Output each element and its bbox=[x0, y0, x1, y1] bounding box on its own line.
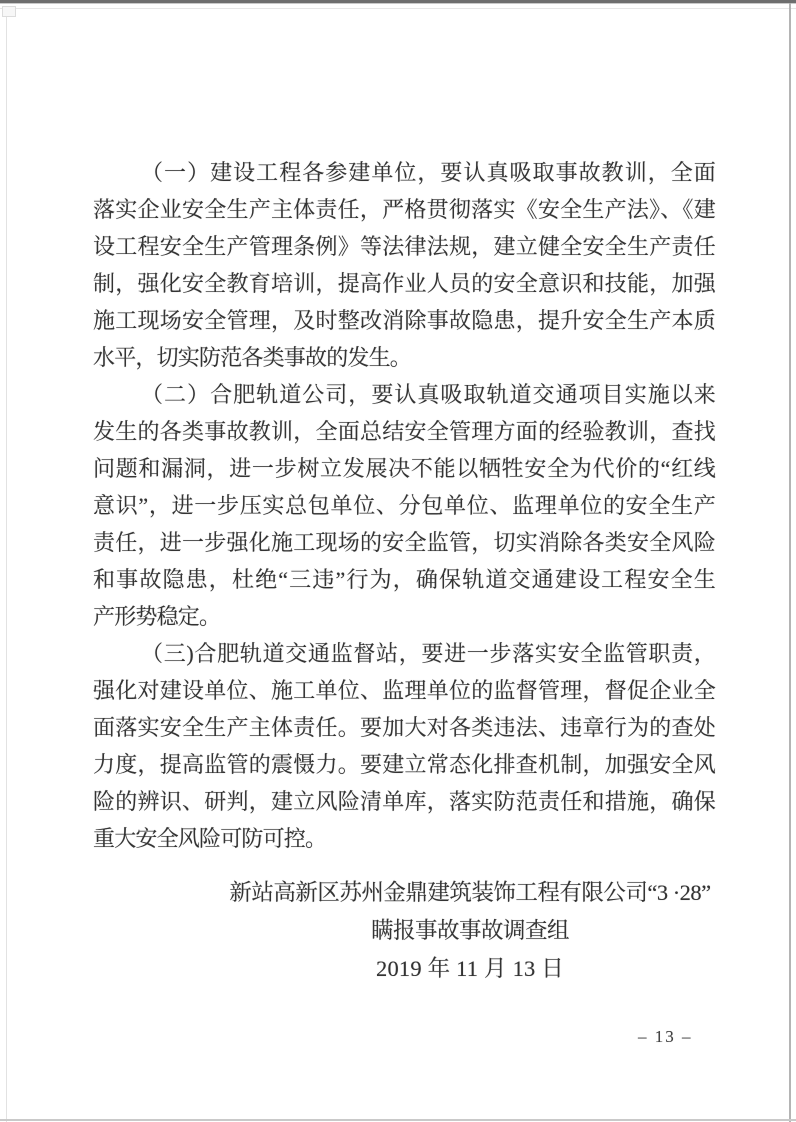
para-1-line-4: 制，强化安全教育培训，提高作业人员的安全意识和技能，加强 bbox=[93, 271, 715, 296]
scan-edge-right-line bbox=[789, 3, 791, 1122]
signature-block bbox=[160, 874, 780, 988]
para-2-line-5: 责任，进一步强化施工现场的安全监管，切实消除各类安全风险 bbox=[93, 530, 715, 555]
para-1-line-1: （一）建设工程各参建单位，要认真吸取事故教训，全面 bbox=[141, 160, 715, 185]
para-1-line-5: 施工现场安全管理，及时整改消除事故隐患，提升安全生产本质 bbox=[93, 308, 715, 333]
signature-group: 瞒报事故事故调查组 bbox=[370, 918, 569, 943]
para-2-line-1: （二）合肥轨道公司，要认真吸取轨道交通项目实施以来 bbox=[141, 382, 715, 407]
para-1-line-6: 水平，切实防范各类事故的发生。 bbox=[93, 345, 412, 370]
scan-edge-bottom-line bbox=[0, 1119, 796, 1121]
para-2-line-2: 发生的各类事故教训，全面总结安全管理方面的经验教训，查找 bbox=[93, 419, 715, 444]
para-3-line-3: 面落实安全生产主体责任。要加大对各类违法、违章行为的查处 bbox=[93, 715, 715, 740]
signature-date: 2019 年 11 月 13 日 bbox=[376, 956, 564, 981]
para-2-line-4: 意识”，进一步压实总包单位、分包单位、监理单位的安全生产 bbox=[93, 493, 715, 518]
para-2-line-6: 和事故隐患，杜绝“三违”行为，确保轨道交通建设工程安全生 bbox=[93, 567, 715, 592]
scan-edge-top-shadow bbox=[0, 3, 796, 4]
para-1-line-2: 落实企业安全生产主体责任，严格贯彻落实《安全生产法》、《建 bbox=[93, 197, 715, 222]
para-1-line-3: 设工程安全生产管理条例》等法律法规，建立健全安全生产责任 bbox=[93, 234, 715, 259]
scan-edge-top-faint-line bbox=[0, 8, 796, 9]
para-3-line-2: 强化对建设单位、施工单位、监理单位的监督管理，督促企业全 bbox=[93, 678, 715, 703]
scan-edge-left-line bbox=[6, 8, 7, 1122]
para-3-line-1: （三)合肥轨道交通监督站，要进一步落实安全监管职责， bbox=[141, 641, 715, 666]
para-3-line-6: 重大安全风险可防可控。 bbox=[93, 826, 327, 851]
para-3-line-5: 险的辨识、研判，建立风险清单库，落实防范责任和措施，确保 bbox=[93, 789, 715, 814]
para-3-line-4: 力度，提高监管的震慑力。要建立常态化排查机制，加强安全风 bbox=[93, 752, 715, 777]
para-2-line-7: 产形势稳定。 bbox=[93, 604, 221, 629]
para-2-line-3: 问题和漏洞，进一步树立发展决不能以牺牲安全为代价的“红线 bbox=[93, 456, 715, 481]
scan-corner-artifact bbox=[2, 6, 16, 17]
page-number: – 13 – bbox=[638, 1027, 693, 1046]
document-body bbox=[93, 154, 715, 857]
signature-organization: 新站高新区苏州金鼎建筑装饰工程有限公司“3 ·28” bbox=[229, 880, 711, 905]
